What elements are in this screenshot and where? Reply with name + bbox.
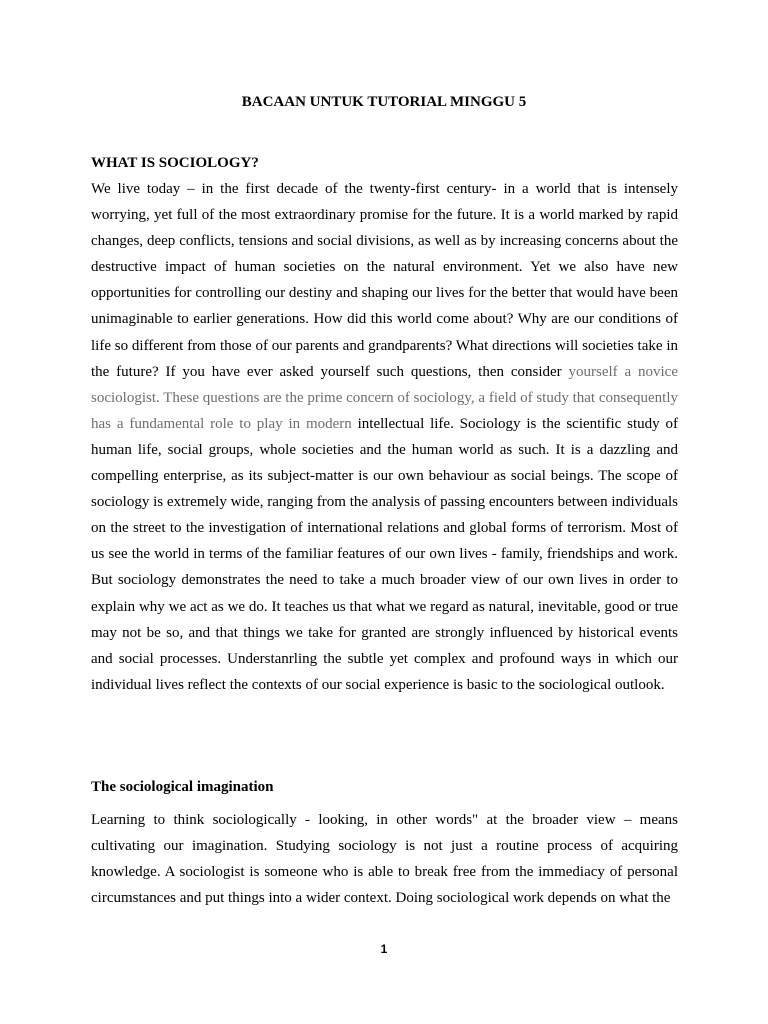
paragraph-text-muted-part: yourself a novice sociologist. These questions are the prime concern of sociology, a field of study that consequently has a fundamental role to play in modern	[91, 363, 678, 432]
paragraph-text-part-3: intellectual life. Sociology is the scientific study of human life, social groups, whole societies and the human world as such. It is a dazzling and compelling enterprise, as its subject-matter is our own behaviour as social beings. The scope of sociology is extremely wide, ranging from the analysis of passing encounters between individuals on the street to the investigation of international relations and global forms of terrorism. Most of us see the world in terms of the familiar features of our own lives - family, friendships and work. But sociology demonstrates the need to take a much broader view of our own lives in order to explain why we act as we do. It teaches us that what we regard as natural, inevitable, good or true may not be so, and that things we take for granted are strongly influenced by historical events and social processes. Understanrling the subtle yet complex and profound ways in which our individual lives reflect the contexts of our social experience is basic to the sociological outlook.	[91, 415, 678, 693]
paragraph-text-part-1: We live today – in the first decade of the twenty-first century- in a world that is intensely worrying, yet full of the most extraordinary promise for the future. It is a world marked by rapid changes, deep conflicts, tensions and social divisions, as well as by increasing concerns about the destructive impact of human societies on the natural environment. Yet we also have new opportunities for controlling our destiny and shaping our lives for the better that would have been unimaginable to earlier generations. How did this world come about? Why are our conditions of life so different from those of our parents and grandparents? What directions will societies take in the future? If you have ever asked yourself such questions, then consider	[91, 181, 678, 380]
document-title: BACAAN UNTUK TUTORIAL MINGGU 5	[241, 94, 527, 110]
section-heading-what-is-sociology: WHAT IS SOCIOLOGY?	[91, 155, 259, 171]
page-number: 1	[380, 942, 388, 956]
body-paragraph-what-is-sociology	[91, 176, 678, 698]
section-heading-sociological-imagination: The sociological imagination	[91, 779, 274, 795]
body-paragraph-sociological-imagination: Learning to think sociologically - looking, in other words" at the broader view – means cultivating our imagination. Studying sociology is not just a routine process of acquiring knowledge. A sociologist is someone who is able to break free from the immediacy of personal circumstances and put things into a wider context. Doing sociological work depends on what the	[91, 812, 678, 907]
